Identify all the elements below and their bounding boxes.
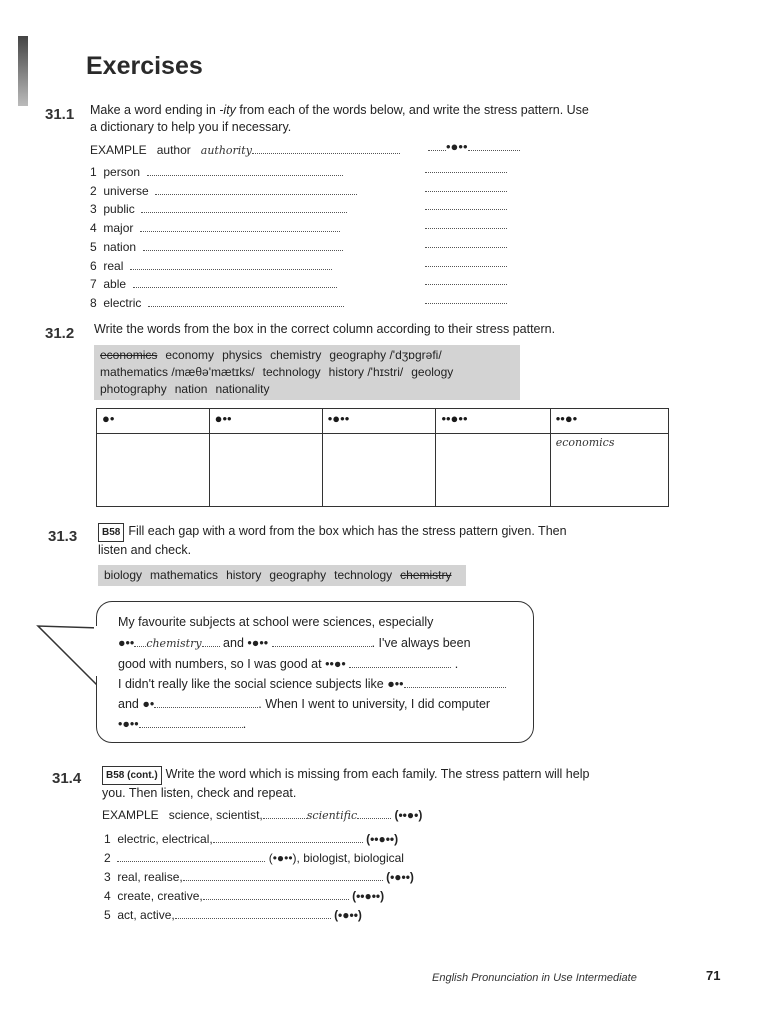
column-header-stress-pattern: ••●•• (436, 409, 550, 434)
item-text: act, active, (117, 908, 175, 922)
word-box-31-2 (94, 345, 520, 400)
stress-pattern-table (96, 408, 669, 507)
exercise-31-1-example (90, 143, 400, 157)
item-word: electric (103, 295, 142, 310)
stress-pattern: ●• (142, 697, 155, 711)
bubble-line-3: good with numbers, so I was good at ••●• . (118, 657, 459, 671)
item-word: able (103, 277, 127, 292)
answer-blank[interactable] (148, 296, 344, 307)
list-item (90, 221, 340, 235)
list-item (104, 832, 398, 846)
item-number: 5 (104, 908, 111, 922)
item-number: 2 (104, 851, 111, 865)
exercise-number-31-1: 31.1 (45, 106, 75, 123)
table-cell[interactable] (550, 434, 668, 507)
answer-blank[interactable] (117, 851, 265, 862)
list-item (90, 259, 332, 273)
item-number: 2 (90, 183, 97, 198)
list-item (104, 870, 414, 884)
page-title: Exercises (86, 52, 203, 80)
item-word: universe (103, 183, 149, 198)
instruction-text: listen and check. (98, 543, 192, 557)
exercise-31-3-instruction (98, 523, 567, 559)
item-word: nation (103, 239, 137, 254)
instruction-text: Write the word which is missing from each family. The stress pattern will help (165, 767, 590, 781)
bubble-text: good with numbers, so I was good at (118, 657, 322, 671)
box-word: photography (100, 382, 167, 396)
bubble-line-4 (118, 677, 506, 691)
item-number: 5 (90, 239, 97, 254)
stress-pattern: (••●••) (366, 832, 399, 846)
box-word: history (226, 568, 262, 582)
list-item (90, 202, 347, 216)
box-word: geography (269, 568, 327, 582)
item-number: 7 (90, 277, 97, 292)
speech-bubble-tail (36, 624, 102, 694)
stress-pattern: (•●••), biologist, biological (268, 851, 404, 865)
item-text: electric, electrical, (117, 832, 213, 846)
table-cell[interactable] (209, 434, 322, 507)
table-cell[interactable] (436, 434, 550, 507)
list-item (90, 165, 343, 179)
word-box-31-3 (98, 565, 466, 586)
instruction-text: Fill each gap with a word from the box which has the stress pattern given. Then (128, 524, 567, 538)
instruction-text: you. Then listen, check and repeat. (102, 786, 297, 800)
list-item (90, 277, 337, 291)
item-number: 4 (104, 889, 111, 903)
box-word: chemistry (270, 348, 322, 362)
box-word: economy (165, 348, 215, 362)
list-item (90, 240, 343, 254)
box-word: history /'hɪstri/ (328, 365, 404, 379)
item-word: real (103, 258, 124, 273)
list-item (104, 889, 384, 903)
exercise-31-1-instruction (90, 102, 589, 136)
answer-blank[interactable] (130, 259, 332, 270)
stress-blank[interactable] (425, 199, 507, 213)
instruction-text: Make a word ending in (90, 103, 220, 117)
box-word: geography /'dʒɒɡrəfi/ (329, 348, 442, 362)
stress-blank[interactable] (425, 237, 507, 251)
bubble-line-6 (118, 717, 246, 731)
bubble-text: I didn't really like the social science subjects like (118, 677, 384, 691)
answer-blank[interactable] (133, 277, 337, 288)
box-word: nation (174, 382, 208, 396)
item-word: major (103, 221, 134, 236)
page-number: 71 (706, 968, 721, 983)
box-word: chemistry (400, 568, 452, 582)
audio-track-badge: B58 (98, 523, 124, 542)
answer-blank[interactable] (143, 240, 343, 251)
item-word: person (103, 165, 141, 179)
example-label: EXAMPLE (102, 808, 159, 822)
instruction-text: a dictionary to help you if necessary. (90, 120, 292, 134)
column-header-stress-pattern: ●• (97, 409, 210, 434)
table-cell[interactable] (97, 434, 210, 507)
answer-blank[interactable] (140, 221, 340, 232)
answer-blank[interactable] (183, 870, 383, 881)
stress-pattern: (••●•) (394, 808, 423, 822)
instruction-text: from each of the words below, and write the stress pattern. Use (235, 103, 589, 117)
gap-blank[interactable] (154, 697, 258, 708)
gap-blank[interactable] (404, 677, 506, 688)
gap-answer: chemistry (146, 637, 202, 650)
bubble-line-2 (118, 636, 471, 650)
answer-blank[interactable] (213, 832, 363, 843)
connector-text: and (118, 697, 139, 711)
example-label: EXAMPLE (90, 143, 147, 157)
box-word: physics (222, 348, 263, 362)
exercise-31-4-example (102, 808, 422, 822)
example-stress-pattern (428, 139, 520, 154)
list-item (90, 184, 357, 198)
bubble-text: . (242, 717, 247, 731)
example-answer: scientific (306, 809, 358, 822)
box-word: mathematics (150, 568, 219, 582)
column-header-stress-pattern: ••●• (550, 409, 668, 434)
bubble-line-5 (118, 697, 490, 711)
box-word: nationality (215, 382, 270, 396)
example-answer: authority (200, 144, 252, 157)
stress-pattern: ●•• (387, 677, 404, 691)
stress-pattern: ●•• (118, 636, 135, 650)
gap-blank[interactable] (272, 636, 372, 647)
bubble-line-1: My favourite subjects at school were sciences, especially (118, 615, 434, 629)
example-text: science, scientist, (168, 808, 263, 822)
exercise-number-31-2: 31.2 (45, 325, 75, 342)
item-number: 8 (90, 295, 97, 310)
item-word: public (103, 202, 135, 217)
exercise-31-4-instruction (102, 766, 589, 802)
item-number: 1 (90, 165, 97, 179)
answer-blank[interactable] (175, 908, 331, 919)
stress-blank[interactable] (425, 162, 507, 176)
gap-blank[interactable] (349, 657, 451, 668)
table-cell[interactable] (322, 434, 436, 507)
bubble-text: . When I went to university, I did computer (258, 697, 491, 711)
item-number: 6 (90, 258, 97, 273)
exercise-number-31-3: 31.3 (48, 528, 78, 545)
exercise-number-31-4: 31.4 (52, 770, 82, 787)
box-word: technology (334, 568, 393, 582)
stress-blank[interactable] (425, 181, 507, 195)
answer-blank[interactable] (141, 202, 347, 213)
gap-blank[interactable] (139, 717, 243, 728)
exercise-31-2-instruction: Write the words from the box in the correct column according to their stress pattern. (94, 322, 556, 336)
box-word: biology (104, 568, 143, 582)
answer-blank[interactable] (203, 889, 349, 900)
stress-pattern: (•●••) (386, 870, 414, 884)
stress-blank[interactable] (425, 256, 507, 270)
item-number: 1 (104, 832, 111, 846)
stress-pattern: ••●• (325, 657, 346, 671)
box-word: mathematics /mæθə'mætɪks/ (100, 365, 255, 379)
stress-pattern: •●•• (247, 636, 269, 650)
item-number: 3 (104, 870, 111, 884)
audio-track-badge: B58 (cont.) (102, 766, 162, 785)
column-header-stress-pattern: ●•• (209, 409, 322, 434)
bubble-text: . I've always been (371, 636, 471, 650)
item-number: 3 (90, 202, 97, 217)
connector-text: and (223, 636, 244, 650)
suffix-text: -ity (219, 103, 236, 117)
item-text: create, creative, (117, 889, 203, 903)
item-text: real, realise, (117, 870, 183, 884)
item-number: 4 (90, 221, 97, 236)
box-word: technology (262, 365, 321, 379)
page-edge-shadow (18, 36, 28, 106)
answer-blank[interactable] (155, 184, 357, 195)
stress-blank[interactable] (425, 274, 507, 288)
stress-pattern: (••●••) (352, 889, 385, 903)
stress-pattern: •●•• (446, 139, 468, 154)
stress-blank[interactable] (425, 293, 507, 307)
stress-pattern: •●•• (118, 717, 139, 731)
box-word: geology (411, 365, 454, 379)
box-word: economics (100, 348, 158, 362)
answer-blank[interactable] (147, 165, 343, 176)
footer-book-title: English Pronunciation in Use Intermediate (432, 972, 637, 984)
list-item (104, 908, 362, 922)
stress-blank[interactable] (425, 218, 507, 232)
list-item (90, 296, 344, 310)
stress-pattern: (•●••) (334, 908, 362, 922)
example-word: author (156, 143, 191, 157)
list-item (104, 851, 404, 865)
column-header-stress-pattern: •●•• (322, 409, 436, 434)
filled-answer: economics (555, 436, 615, 449)
